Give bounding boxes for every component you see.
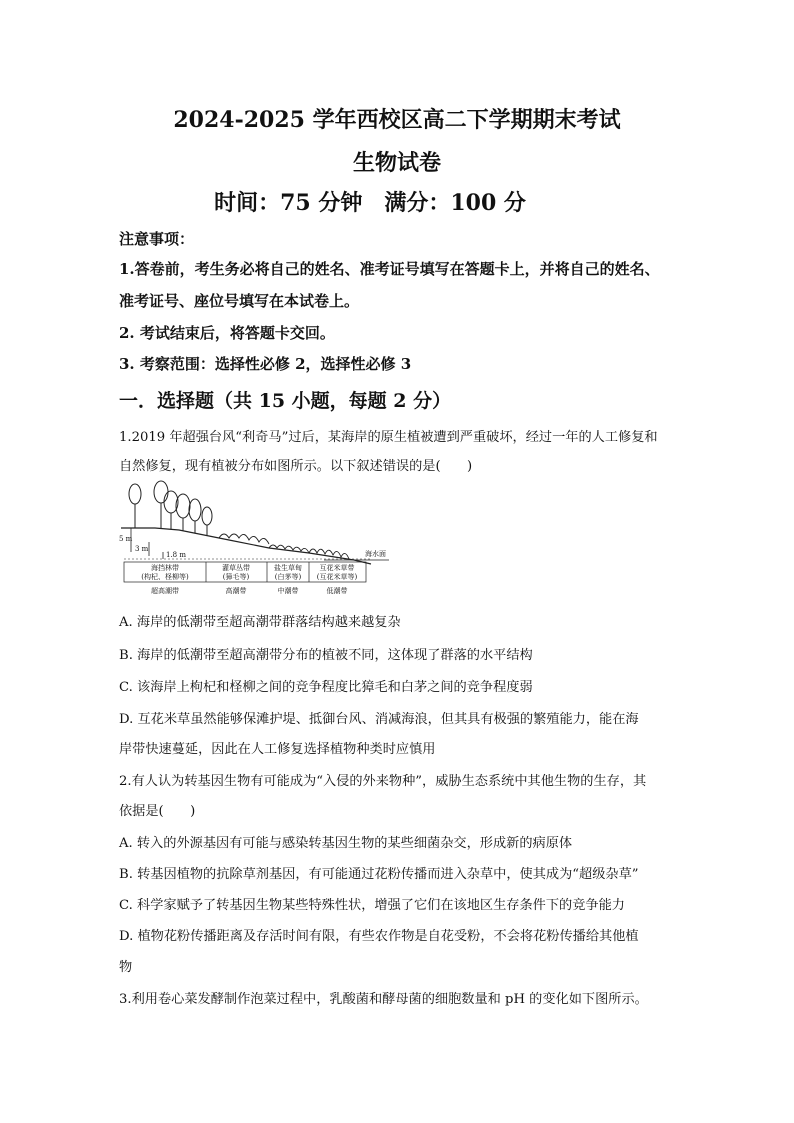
zone-4-species: (互花米草等) bbox=[316, 573, 358, 581]
q1-stem-line-2: 自然修复，现有植被分布如图所示。以下叙述错误的是( ) bbox=[119, 459, 473, 474]
q1-option-b: B. 海岸的低潮带至超高潮带分布的植被不同，这体现了群落的水平结构 bbox=[119, 648, 533, 663]
zone-2-name: 灌草丛带 bbox=[222, 564, 250, 572]
exam-time-score: 时间：75 分钟 满分：100 分 bbox=[214, 190, 526, 216]
section-1-heading: 一．选择题（共 15 小题，每题 2 分） bbox=[119, 390, 452, 412]
q2-option-b: B. 转基因植物的抗除草剂基因，有可能通过花粉传播而进入杂草中，使其成为“超级杂草” bbox=[119, 867, 639, 882]
notice-item-2: 2. 考试结束后，将答题卡交回。 bbox=[119, 324, 335, 342]
tide-zone-3: 中潮带 bbox=[277, 587, 299, 595]
q3-stem-line-1: 3.利用卷心菜发酵制作泡菜过程中，乳酸菌和酵母菌的细胞数量和 pH 的变化如下图所示。 bbox=[119, 992, 648, 1007]
exam-title: 2024-2025 学年西校区高二下学期期末考试 bbox=[173, 107, 621, 133]
tide-zone-2: 高潮带 bbox=[225, 587, 247, 595]
q1-stem-line-1: 1.2019 年超强台风“利奇马”过后，某海岸的原生植被遭到严重破坏，经过一年的人工修复和 bbox=[119, 430, 658, 445]
ground-profile bbox=[121, 528, 371, 564]
notice-item-3: 3. 考察范围：选择性必修 2，选择性必修 3 bbox=[119, 355, 412, 373]
exam-subtitle: 生物试卷 bbox=[352, 150, 441, 176]
notice-heading: 注意事项： bbox=[119, 230, 195, 248]
q1-option-d-line-2: 岸带快速蔓延，因此在人工修复选择植物种类时应慎用 bbox=[119, 742, 436, 757]
height-1-8m-label: 1.8 m bbox=[166, 551, 186, 559]
zone-2-species: (獐毛等) bbox=[222, 573, 250, 581]
q2-stem-line-2: 依据是( ) bbox=[119, 804, 196, 819]
height-3m-label: 3 m bbox=[135, 545, 149, 553]
zone-3-species: (白茅等) bbox=[274, 573, 302, 581]
notice-item-1-line-2: 准考证号、座位号填写在本试卷上。 bbox=[119, 292, 360, 310]
zone-4-name: 互花米草带 bbox=[319, 564, 355, 572]
height-5m-label: 5 m bbox=[119, 535, 133, 543]
notice-item-1-line-1: 1.答卷前，考生务必将自己的姓名、准考证号填写在答题卡上，并将自己的姓名、 bbox=[119, 260, 660, 278]
tide-zone-1: 超高潮带 bbox=[151, 587, 179, 595]
q1-option-d-line-1: D. 互花米草虽然能够保滩护堤、抵御台风、消减海浪，但其具有极强的繁殖能力，能在海 bbox=[119, 712, 639, 727]
q1-option-a: A. 海岸的低潮带至超高潮带群落结构越来越复杂 bbox=[119, 615, 401, 630]
q2-option-a: A. 转入的外源基因有可能与感染转基因生物的某些细菌杂交，形成新的病原体 bbox=[119, 836, 573, 851]
q2-option-c: C. 科学家赋予了转基因生物某些特殊性状，增强了它们在该地区生存条件下的竞争能力 bbox=[119, 898, 625, 913]
zone-1-species: (构杞、柽柳等) bbox=[141, 573, 189, 581]
coast-profile-diagram bbox=[119, 480, 389, 598]
q1-option-c: C. 该海岸上枸杞和柽柳之间的竞争程度比獐毛和白茅之间的竞争程度弱 bbox=[119, 680, 533, 695]
sea-level-label: 海水面 bbox=[365, 550, 386, 558]
zone-1-name: 海挡林带 bbox=[151, 564, 179, 572]
grass-icons bbox=[219, 534, 349, 559]
q2-stem-line-1: 2.有人认为转基因生物有可能成为“入侵的外来物种”，威胁生态系统中其他生物的生存，其 bbox=[119, 774, 647, 789]
q2-option-d-line-1: D. 植物花粉传播距离及存活时间有限，有些农作物是自花受粉，不会将花粉传播给其他植 bbox=[119, 929, 639, 944]
tide-zone-4: 低潮带 bbox=[326, 587, 348, 595]
q1-coast-vegetation-figure bbox=[119, 480, 389, 598]
zone-3-name: 盐生草甸 bbox=[274, 564, 302, 572]
q2-option-d-line-2: 物 bbox=[119, 960, 133, 975]
